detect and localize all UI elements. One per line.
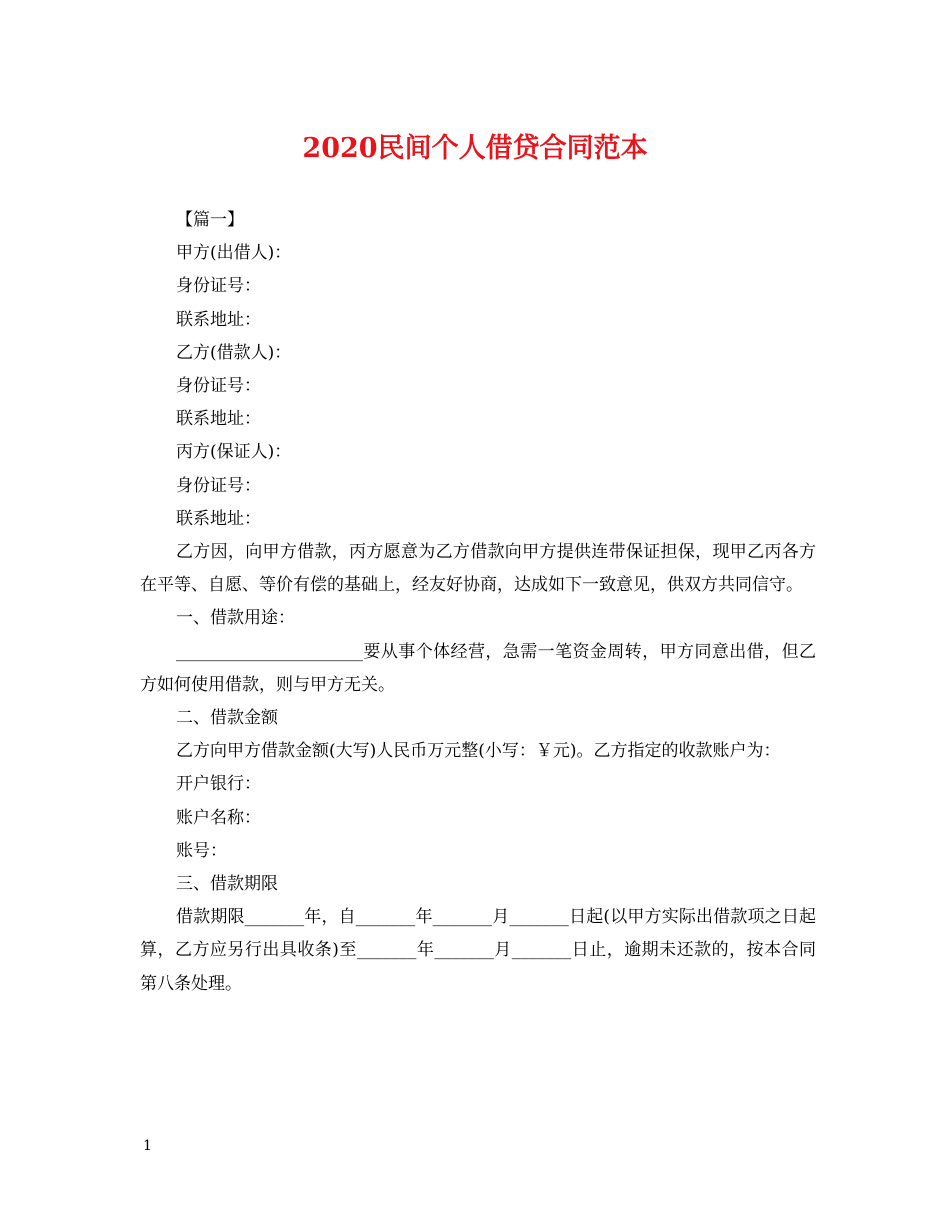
section-heading: 【篇一】 bbox=[176, 210, 244, 230]
party-c-id-label: 身份证号： bbox=[176, 475, 261, 496]
clause-2-heading: 二、借款金额 bbox=[176, 708, 278, 729]
document-title: 2020民间个人借贷合同范本 bbox=[302, 133, 648, 164]
clause-2-text: 乙方向甲方借款金额(大写)人民币万元整(小写：￥元)。乙方指定的收款账户为： bbox=[176, 741, 781, 762]
document-body bbox=[140, 204, 816, 1001]
party-a-address-label: 联系地址： bbox=[176, 309, 261, 330]
party-b-label: 乙方(借款人)： bbox=[176, 342, 292, 363]
clause-3-heading: 三、借款期限 bbox=[176, 874, 278, 895]
party-b-address-label: 联系地址： bbox=[176, 409, 261, 430]
account-name-label: 账户名称： bbox=[176, 807, 261, 828]
party-b-id-label: 身份证号： bbox=[176, 376, 261, 397]
party-a-id-label: 身份证号： bbox=[176, 276, 261, 297]
party-c-address-label: 联系地址： bbox=[176, 508, 261, 529]
clause-3-text: 借款期限_______年，自_______年_______月_______日起(以甲方实际出借款项之日起算，乙方应另行出具收条)至_______年_______月_______日止，逾期未还款的，按本合同第八条处理。 bbox=[140, 907, 816, 994]
bank-name-label: 开户银行： bbox=[176, 774, 261, 795]
clause-1-heading: 一、借款用途： bbox=[176, 608, 295, 629]
clause-1-text: ______________________要从事个体经营，急需一笔资金周转，甲方同意出借，但乙方如何使用借款，则与甲方无关。 bbox=[140, 641, 816, 695]
page-number: 1 bbox=[143, 1138, 152, 1154]
party-c-label: 丙方(保证人)： bbox=[176, 442, 292, 463]
intro-paragraph: 乙方因，向甲方借款，丙方愿意为乙方借款向甲方提供连带保证担保，现甲乙丙各方在平等、自愿、等价有偿的基础上，经友好协商，达成如下一致意见，供双方共同信守。 bbox=[140, 542, 816, 596]
party-a-label: 甲方(出借人)： bbox=[176, 243, 292, 264]
account-number-label: 账号： bbox=[176, 840, 227, 861]
